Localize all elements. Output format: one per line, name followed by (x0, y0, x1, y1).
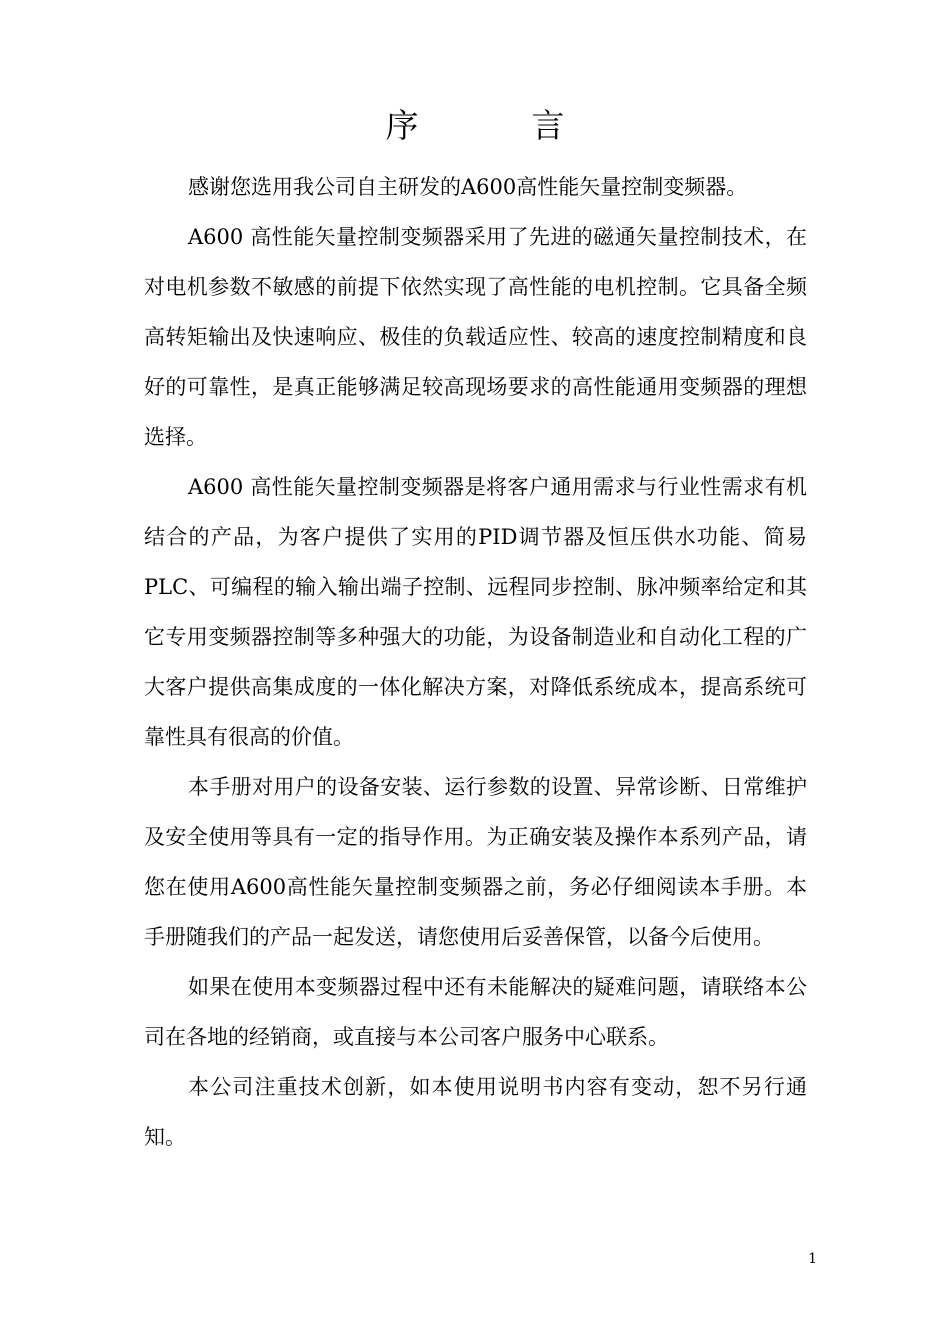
paragraph-manual-purpose: 本手册对用户的设备安装、运行参数的设置、异常诊断、日常维护及安全使用等具有一定的指导作用。为正确安装及操作本系列产品，请您在使用A600高性能矢量控制变频器之前，务必仔细阅读本手册。本手册随我们的产品一起发送，请您使用后妥善保管，以备今后使用。 (144, 775, 807, 949)
page-title: 序 言 (385, 106, 605, 145)
paragraph-product-features: A600 高性能矢量控制变频器是将客户通用需求与行业性需求有机结合的产品，为客户提供了实用的PID调节器及恒压供水功能、简易PLC、可编程的输入输出端子控制、远程同步控制、脉冲频率给定和其它专用变频器控制等多种强大的功能，为设备制造业和自动化工程的广大客户提供高集成度的一体化解决方案，对降低系统成本，提高系统可靠性具有很高的价值。 (144, 475, 807, 749)
paragraph-change-notice: 本公司注重技术创新，如本使用说明书内容有变动，恕不另行通知。 (144, 1075, 807, 1149)
paragraph-greeting: 感谢您选用我公司自主研发的A600高性能矢量控制变频器。 (188, 175, 748, 199)
body-text (144, 162, 807, 1162)
page-number: 1 (808, 1251, 817, 1267)
paragraph-product-overview: A600 高性能矢量控制变频器采用了先进的磁通矢量控制技术，在对电机参数不敏感的前提下依然实现了高性能的电机控制。它具备全频高转矩输出及快速响应、极佳的负载适应性、较高的速度控制精度和良好的可靠性，是真正能够满足较高现场要求的高性能通用变频器的理想选择。 (144, 225, 807, 449)
paragraph-support-contact: 如果在使用本变频器过程中还有未能解决的疑难问题，请联络本公司在各地的经销商，或直接与本公司客户服务中心联系。 (144, 975, 807, 1049)
